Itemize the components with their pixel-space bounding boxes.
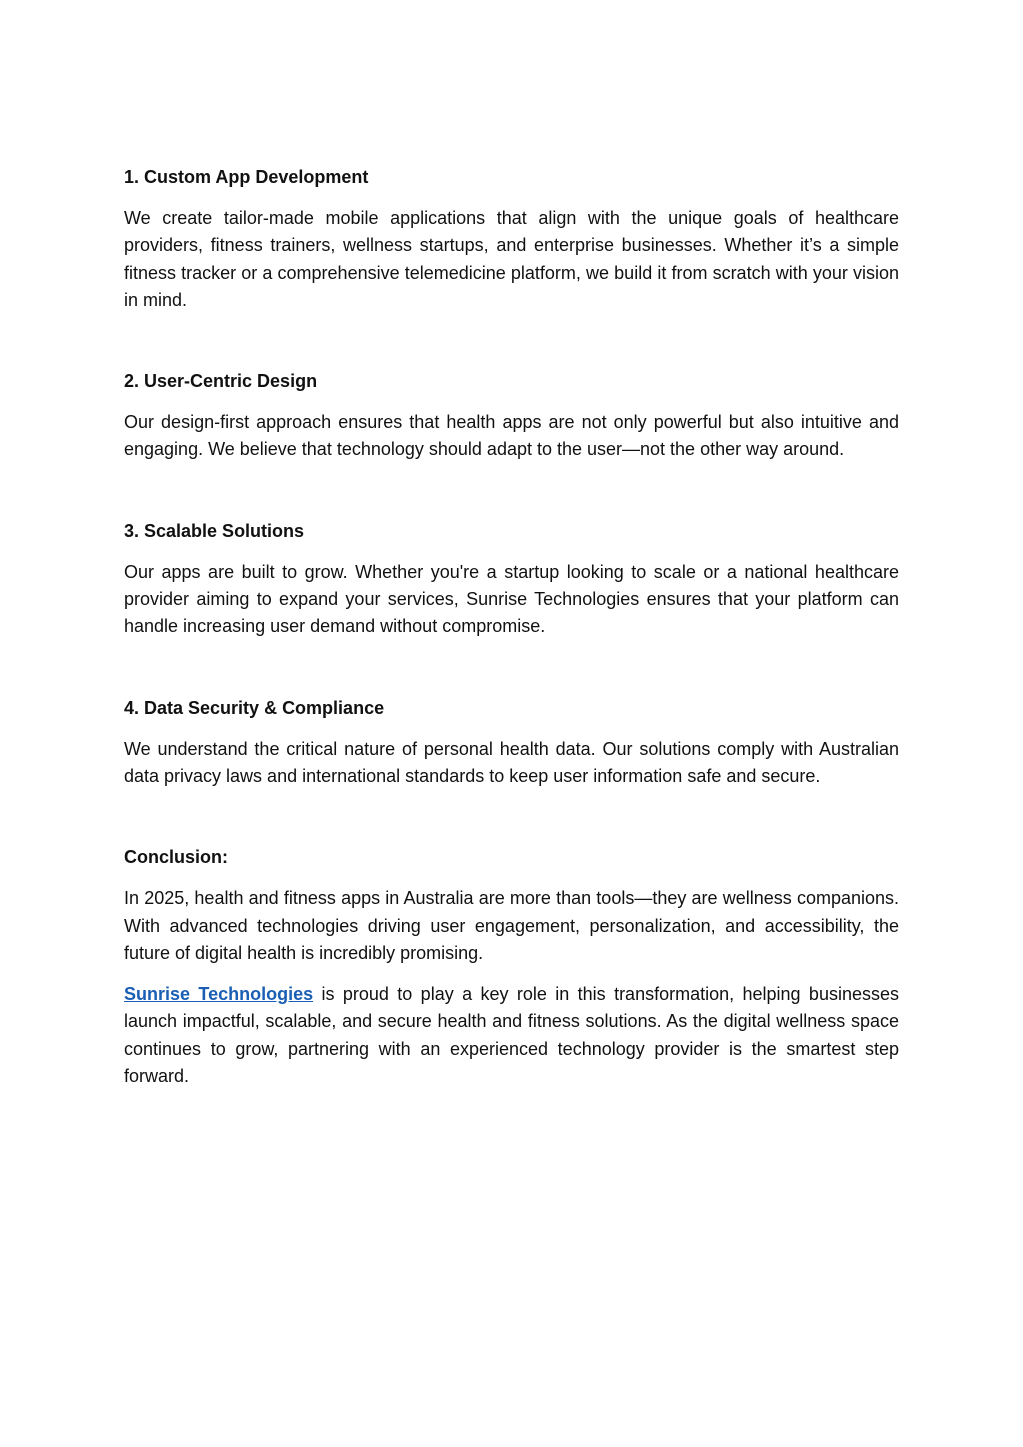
section-heading: 2. User-Centric Design <box>124 371 318 392</box>
spacer <box>124 967 899 981</box>
section-heading: 3. Scalable Solutions <box>124 520 305 541</box>
conclusion-body: In 2025, health and fitness apps in Australia are more than tools—they are wellness companions. With advanced technologies driving user engagement, personalization, and accessibility, the future of digital health is incredibly promising. <box>124 888 899 963</box>
document-page <box>124 164 899 1090</box>
spacer <box>124 790 899 844</box>
section-conclusion <box>124 844 899 1090</box>
section-heading: 4. Data Security & Compliance <box>124 697 385 718</box>
section-body: Our design-first approach ensures that health apps are not only powerful but also intuitive and engaging. We believe that technology should adapt to the user—not the other way around. <box>124 412 899 460</box>
section-body: We create tailor-made mobile applications that align with the unique goals of healthcare providers, fitness trainers, wellness startups, and enterprise businesses. Whether it’s a simple fitness tracker or a comprehensive telemedicine platform, we build it from scratch with your vision in mind. <box>124 208 899 310</box>
conclusion-closing-paragraph <box>124 981 899 1090</box>
section-data-security-compliance <box>124 695 899 791</box>
section-custom-app-development <box>124 164 899 314</box>
section-scalable-solutions <box>124 518 899 641</box>
section-body: Our apps are built to grow. Whether you're a startup looking to scale or a national healthcare provider aiming to expand your services, Sunrise Technologies ensures that your platform can handle increasing user demand without compromise. <box>124 561 899 637</box>
section-user-centric-design <box>124 368 899 464</box>
section-heading: 1. Custom App Development <box>124 167 369 187</box>
spacer <box>124 641 899 695</box>
spacer <box>124 314 899 368</box>
sunrise-technologies-link[interactable]: Sunrise Technologies <box>124 984 314 1005</box>
closing-text: is proud to play a key role in this transformation, helping businesses launch impactful, scalable, and secure health and fitness solutions. As the digital wellness space continues to grow, partnering with an experienced technology provider is the smartest step forward. <box>124 984 899 1087</box>
spacer <box>124 464 899 518</box>
conclusion-heading: Conclusion: <box>124 847 228 868</box>
section-body: We understand the critical nature of personal health data. Our solutions comply with Australian data privacy laws and international standards to keep user information safe and secure. <box>124 738 899 786</box>
